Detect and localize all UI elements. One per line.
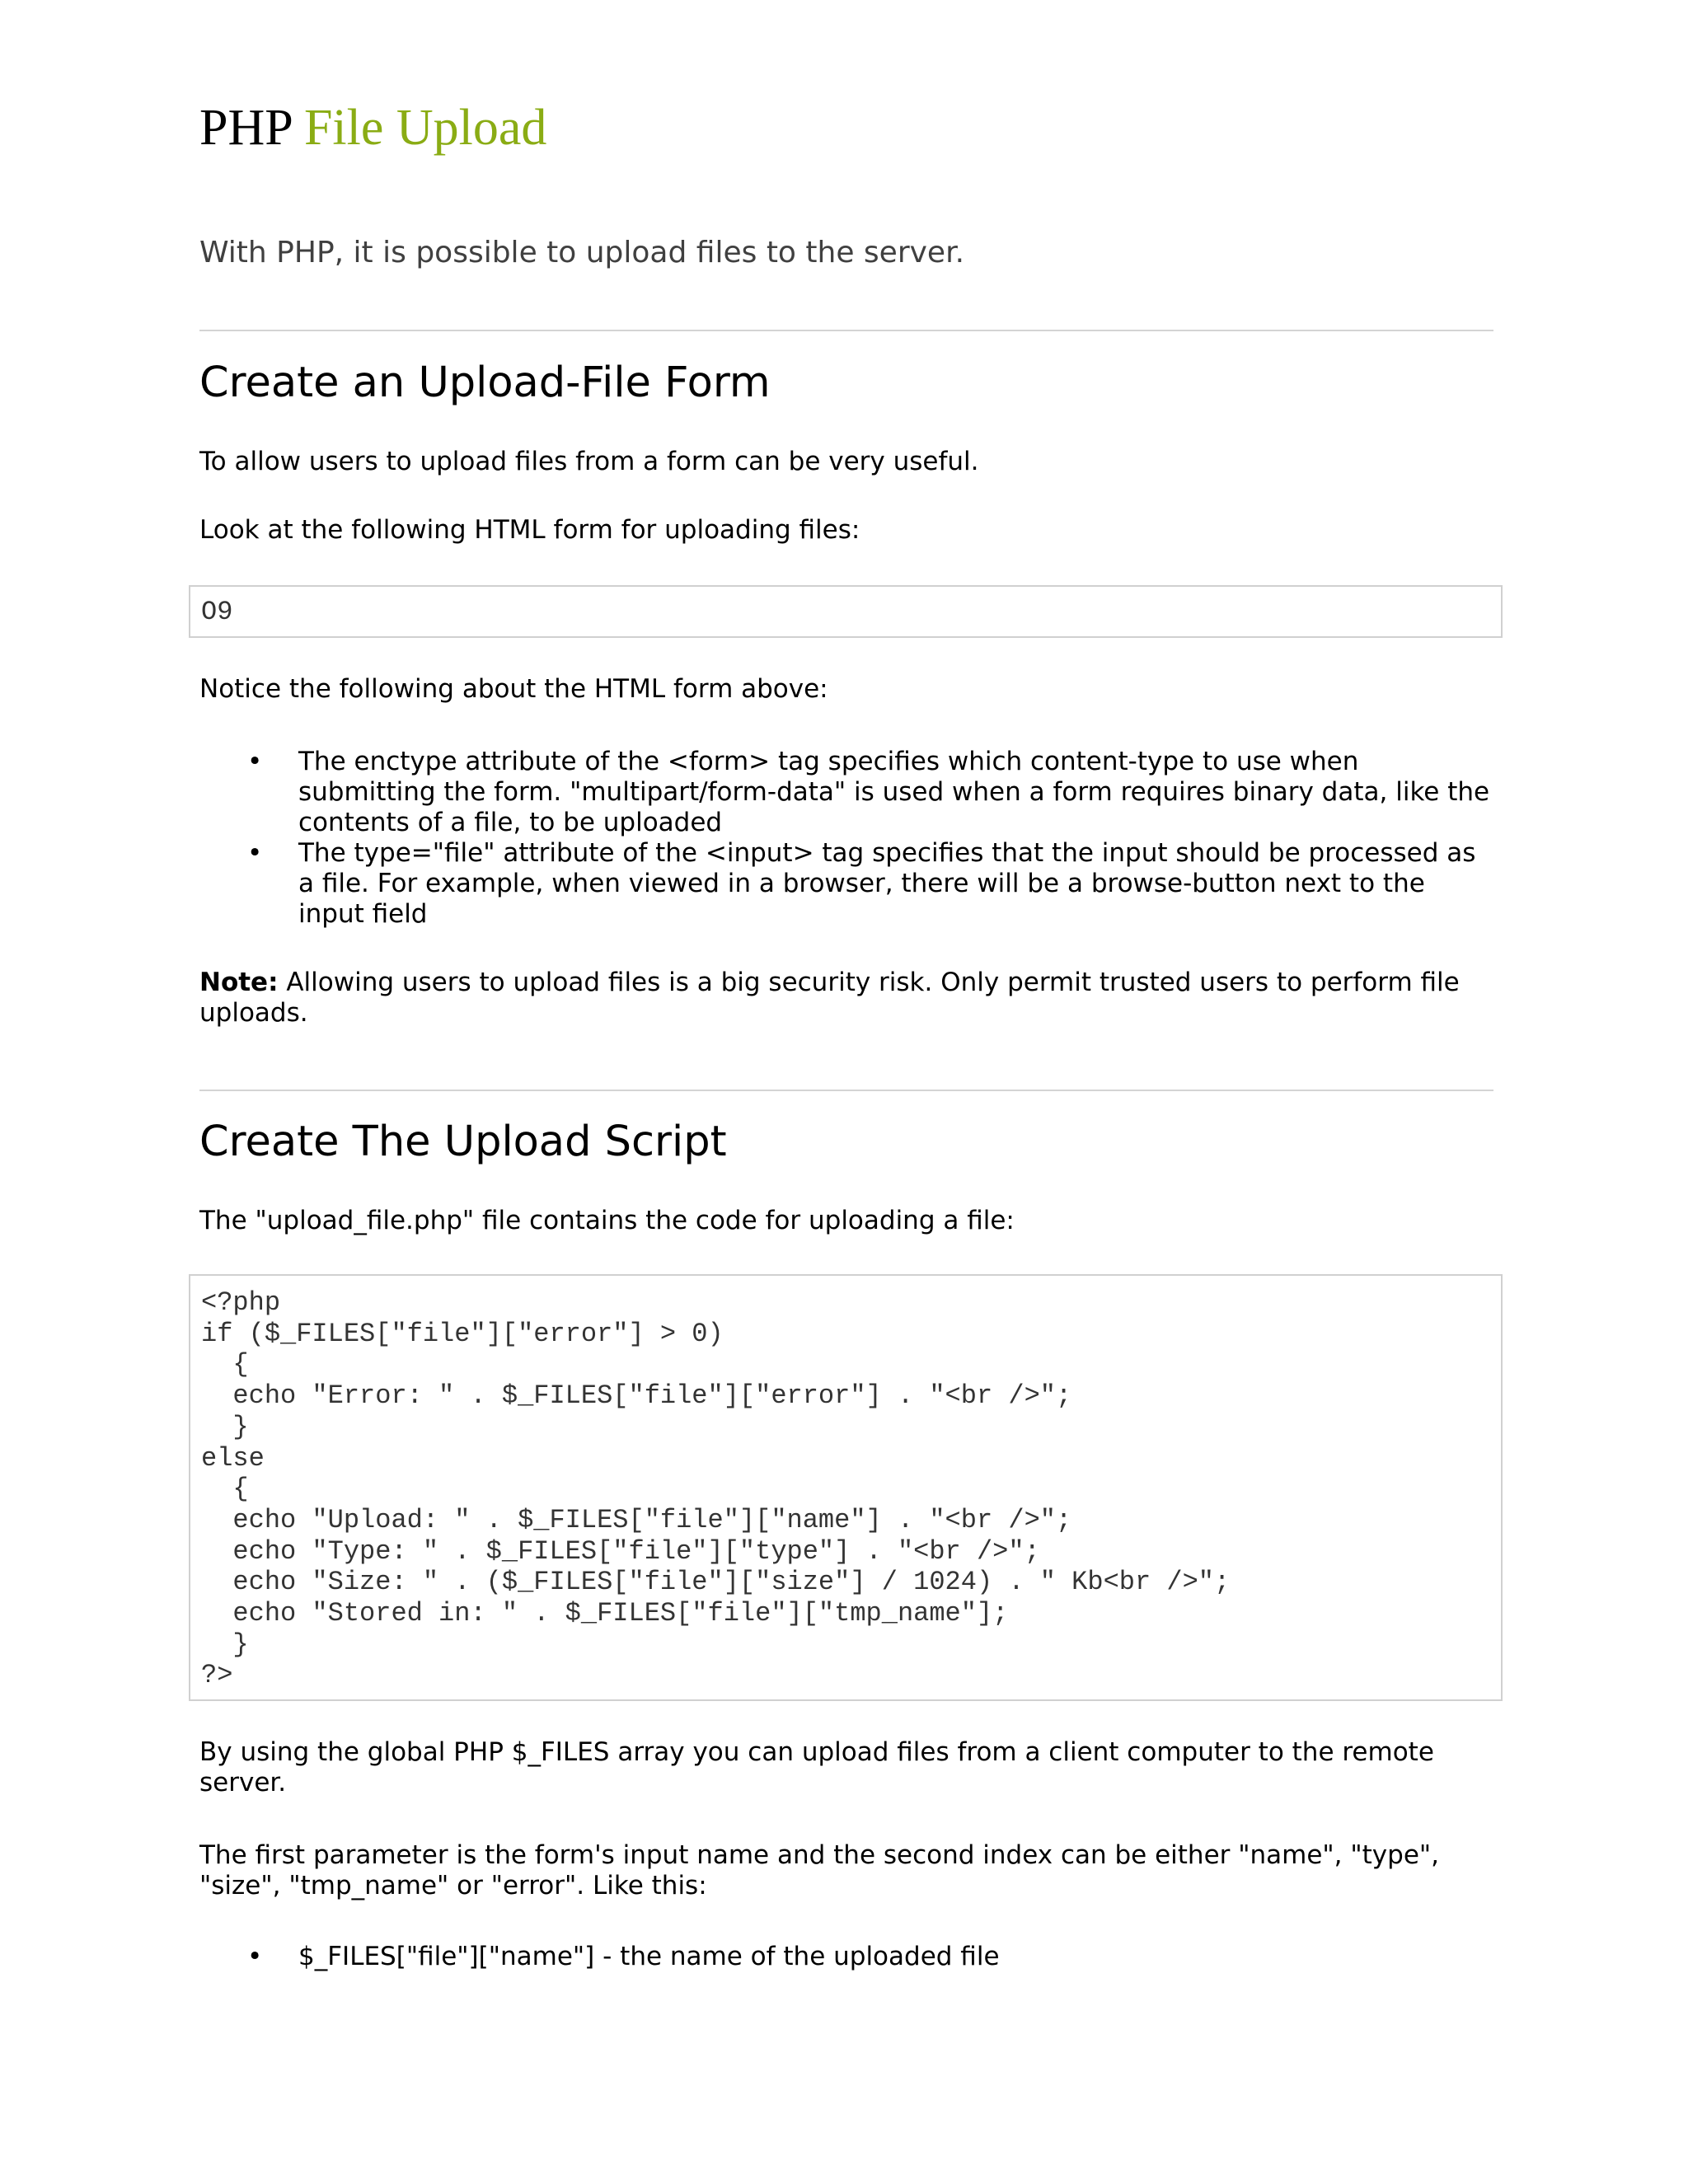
list-item-text: The type="file" attribute of the <input> tag specifies that the input should be processed as a file. For example, when viewed in a browser, there will be a browse-button next to the input field xyxy=(298,838,1476,929)
section1-paragraph-2: Look at the following HTML form for uploading files: xyxy=(199,515,860,545)
title-accent: File Upload xyxy=(303,100,547,156)
divider xyxy=(199,330,1493,331)
divider xyxy=(199,1090,1493,1091)
section2-paragraph-2: By using the global PHP $_FILES array you can upload files from a client computer to the remote server. xyxy=(199,1737,1434,1797)
section1-paragraph-1: To allow users to upload files from a form can be very useful. xyxy=(199,447,979,476)
title-prefix: PHP xyxy=(199,100,292,156)
code-text: <?php if ($_FILES["file"]["error"] > 0) { echo "Error: " . $_FILES["file"]["error"] . "<br />"; } else { echo "Upload: " . $_FILES["file"]["name"] . "<br />"; echo "Type: " . $_FILES["file"]["type"] . "<br />"; echo "Size: " . ($_FILES["file"]["size"] / 1024) . " Kb<br />"; echo "Stored in: " . $_FILES["file"]["tmp_name"]; } ?> xyxy=(201,1287,1231,1691)
code-text: O9 xyxy=(201,597,233,627)
section2-paragraph-1: The "upload_file.php" file contains the code for uploading a file: xyxy=(199,1206,1015,1235)
code-block-php-script xyxy=(189,1274,1503,1701)
list-item xyxy=(199,747,1493,838)
bullet-icon: • xyxy=(247,1942,263,1971)
list-item-text: $_FILES["file"]["name"] - the name of the uploaded file xyxy=(298,1942,1000,1971)
files-array-list xyxy=(199,1942,1493,1972)
list-item-text: The enctype attribute of the <form> tag specifies which content-type to use when submitting the form. "multipart/form-data" is used when a form requires binary data, like the contents of a file, to be uploaded xyxy=(298,747,1490,837)
list-item xyxy=(199,1942,1493,1972)
bullet-icon: • xyxy=(247,838,263,868)
list-item xyxy=(199,838,1493,930)
page-title xyxy=(199,97,546,158)
section2-paragraph-3: The first parameter is the form's input name and the second index can be either "name", "type", "size", "tmp_name" or "error". Like this: xyxy=(199,1840,1440,1900)
notes-list xyxy=(199,747,1493,930)
security-note xyxy=(199,968,1493,1029)
code-block-html-form xyxy=(189,585,1503,638)
note-text: Allowing users to upload files is a big security risk. Only permit trusted users to perform file uploads. xyxy=(199,968,1460,1028)
section1-paragraph-3: Notice the following about the HTML form above: xyxy=(199,674,828,704)
note-label: Note: xyxy=(199,968,279,997)
bullet-icon: • xyxy=(247,747,263,776)
intro-text: With PHP, it is possible to upload files to the server. xyxy=(199,236,965,269)
section-heading-upload-form: Create an Upload-File Form xyxy=(199,359,771,407)
section-heading-upload-script: Create The Upload Script xyxy=(199,1118,727,1166)
